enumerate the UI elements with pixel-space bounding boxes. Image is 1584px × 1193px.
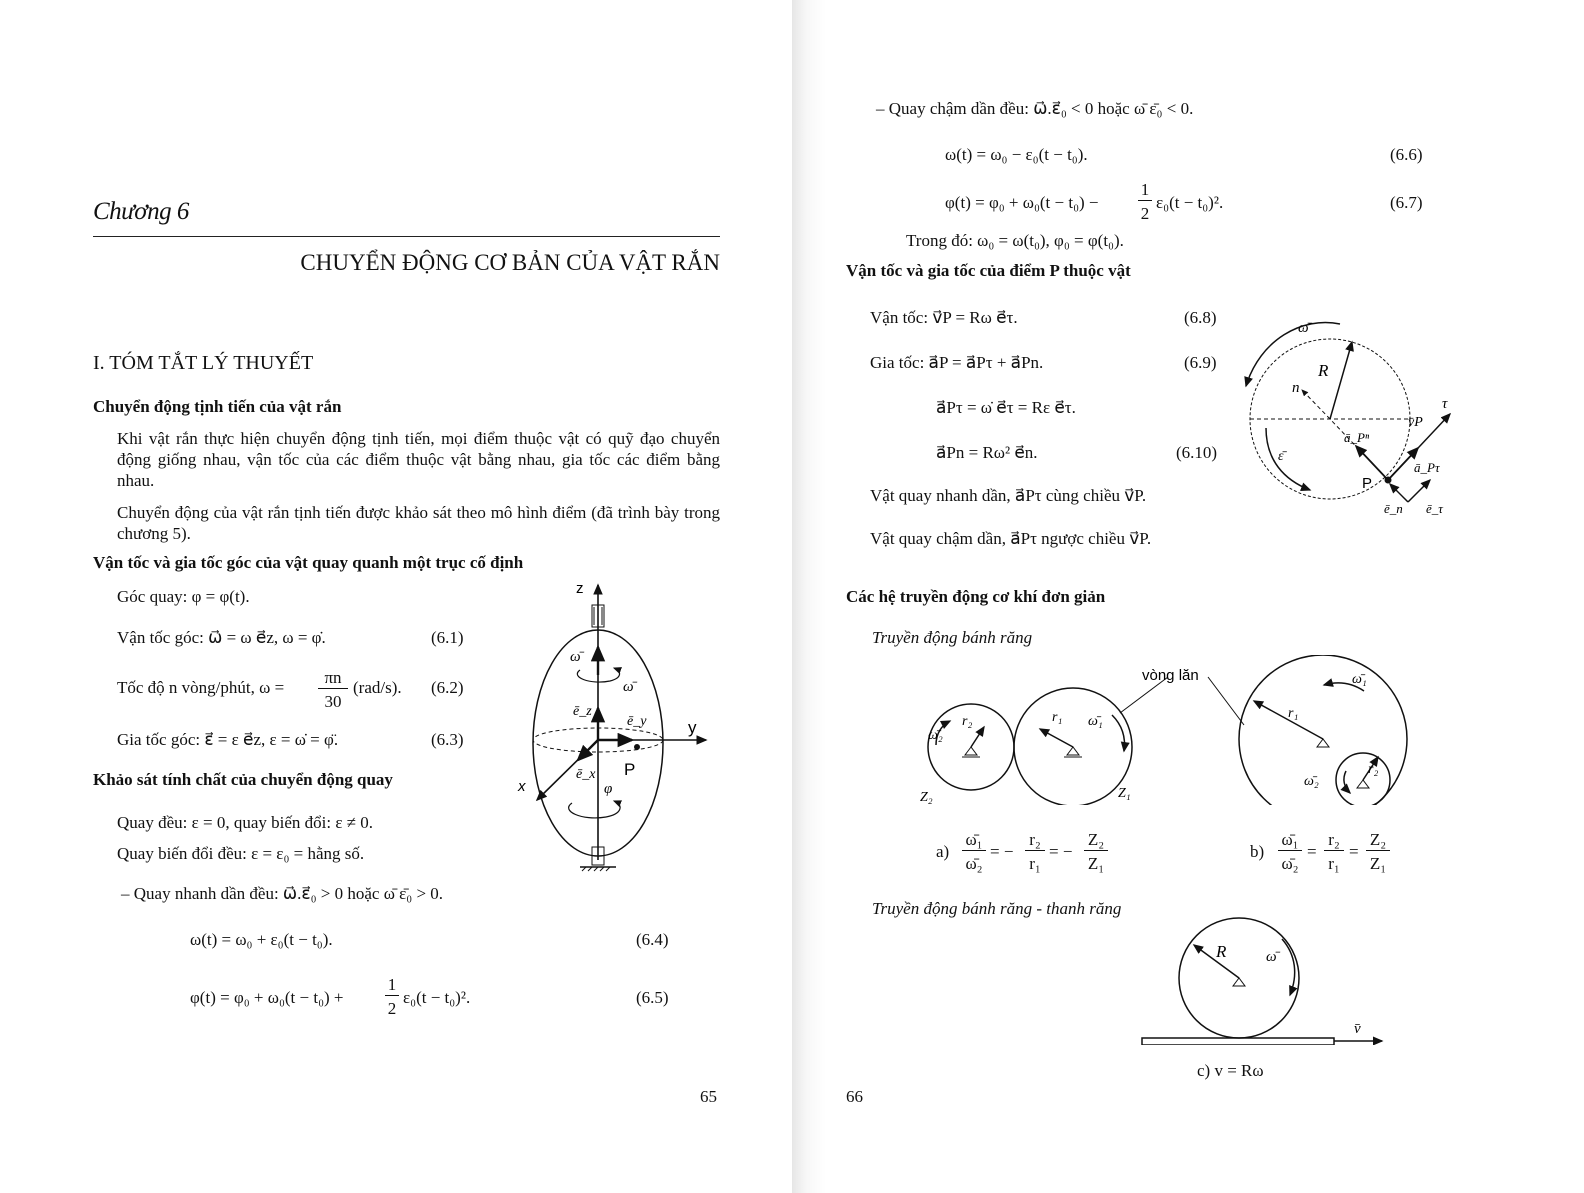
- gear-a-r1: r₁: [1052, 710, 1063, 725]
- anp-label: ā_Pⁿ: [1344, 430, 1370, 445]
- formula-6-4: ω(t) = ω₀ + ε₀(t − t₀).: [190, 930, 333, 949]
- gear-a-formula-label: a): [936, 842, 950, 861]
- eq-6-10: (6.10): [1176, 443, 1218, 462]
- gear-b-f3-num: Z₂: [1366, 830, 1390, 851]
- velocity-text: Vận tốc: v⃗P = Rω e⃗τ.: [870, 308, 1018, 327]
- mechanisms-heading: Các hệ truyền động cơ khí đơn giản: [846, 587, 1106, 606]
- accel-text: Gia tốc: a⃗P = a⃗Pτ + a⃗Pn.: [870, 353, 1044, 372]
- formula-6-7-a: φ(t) = φ₀ + ω₀(t − t₀) −: [945, 193, 1099, 212]
- p-label-fig: P: [1362, 475, 1373, 492]
- eq-6-6: (6.6): [1390, 145, 1423, 164]
- rack-formula: c) v = Rω: [1197, 1061, 1264, 1080]
- omega-label: ω̄: [570, 649, 581, 665]
- gear-b-f1-num: ω̄₁: [1278, 830, 1302, 851]
- rack-omega-label: ω̄: [1266, 949, 1277, 965]
- chapter-title: CHUYỂN ĐỘNG CƠ BẢN CỦA VẬT RẮN: [300, 250, 720, 275]
- section-title: I. TÓM TẮT LÝ THUYẾT: [93, 352, 314, 374]
- gear-a-z1: Z₁: [1118, 786, 1131, 801]
- rotation-heading: Vận tốc và gia tốc góc của vật quay quanh một trục cố định: [93, 553, 524, 572]
- translation-heading: Chuyển động tịnh tiến của vật rắn: [93, 397, 342, 416]
- p-label: P: [624, 760, 636, 779]
- uniform-var-text: Quay biến đổi đều: ε = ε₀ = hằng số.: [117, 844, 365, 863]
- formula-6-5-num: 1: [385, 975, 399, 996]
- page-number-left: 65: [700, 1087, 717, 1106]
- gear-b-r1: r₁: [1288, 706, 1299, 721]
- formula-6-5-den: 2: [387, 999, 397, 1018]
- gear-b-eq-2: =: [1349, 842, 1359, 861]
- gear-a-f1-den: ω̄₂: [965, 854, 983, 873]
- translation-para1: Khi vật rắn thực hiện chuyển động tịnh tiến, mọi điểm thuộc vật có quỹ đạo chuyển động giống nhau, vận tốc của các điểm thuộc vật bằng nhau, gia tốc các điểm bằng nhau.: [117, 429, 720, 490]
- gear-a-eq-2: = −: [1049, 842, 1073, 861]
- atp-label: ā_Pτ: [1414, 460, 1440, 475]
- angle-text: Góc quay: φ = φ(t).: [117, 587, 250, 606]
- uniform-text: Quay đều: ε = 0, quay biến đổi: ε ≠ 0.: [117, 813, 374, 832]
- right-page: [792, 0, 1584, 1193]
- formula-6-7-num: 1: [1138, 180, 1152, 201]
- ex-label: ē_x: [576, 767, 596, 782]
- page-number-right: 66: [846, 1087, 863, 1106]
- x-label: x: [518, 778, 526, 795]
- speed-unit: (rad/s).: [353, 678, 402, 697]
- angular-velocity-text: Vận tốc góc: ω⃗ = ω e⃗z, ω = φ̇.: [117, 628, 326, 647]
- gear-b-f2-num: r₂: [1324, 830, 1344, 851]
- phi-rotation-arrow: [569, 801, 620, 818]
- where-text: Trong đó: ω₀ = ω(t₀), φ₀ = φ(t₀).: [906, 231, 1124, 250]
- chapter-rule: [93, 236, 720, 237]
- formula-6-7-b: ε₀(t − t₀)².: [1156, 193, 1224, 212]
- eq-6-7: (6.7): [1390, 193, 1423, 212]
- speed-text: Tốc độ n vòng/phút, ω =: [117, 678, 285, 697]
- translation-para2: Chuyển động của vật rắn tịnh tiến được khảo sát theo mô hình điểm (đã trình bày trong chương 5).: [117, 503, 720, 543]
- point-p: [1385, 477, 1392, 484]
- gear-a-f3-num: Z₂: [1084, 830, 1108, 851]
- point-heading: Vận tốc và gia tốc của điểm P thuộc vật: [846, 261, 1131, 280]
- gear-b-f3-den: Z₁: [1369, 854, 1387, 873]
- gear-b-w1: ω̄₁: [1352, 672, 1367, 687]
- et-label: ē_τ: [1426, 501, 1443, 516]
- gear-figure: [912, 655, 1432, 805]
- eq-6-2: (6.2): [431, 678, 464, 697]
- gear-b-r2: r₂: [1368, 762, 1379, 777]
- ez-label: ē_z: [573, 704, 592, 719]
- z-label: z: [576, 580, 584, 597]
- r-label: R: [1318, 361, 1329, 380]
- speed-numerator: πn: [318, 668, 348, 689]
- n-label: n: [1292, 380, 1300, 396]
- gear-b-formula-label: b): [1250, 842, 1265, 861]
- formula-6-7-den: 2: [1140, 204, 1150, 223]
- normal-text: a⃗Pn = Rω² e⃗n.: [936, 443, 1038, 462]
- phi-label: φ: [604, 781, 613, 797]
- eq-6-9: (6.9): [1184, 353, 1217, 372]
- vp-label: v̄P: [1408, 415, 1423, 430]
- epsilon-arc-arrow: [1266, 428, 1310, 490]
- ey-label: ē_y: [627, 714, 647, 729]
- chapter-label: Chương 6: [93, 198, 189, 225]
- gear-a-f2-den: r₁: [1029, 854, 1041, 873]
- omega-label-2: ω̄: [623, 679, 634, 695]
- gear-b-f2-den: r₁: [1328, 854, 1340, 873]
- formula-6-6: ω(t) = ω₀ − ε₀(t − t₀).: [945, 145, 1088, 164]
- eq-6-3: (6.3): [431, 730, 464, 749]
- gear-a-w2: ω̄₂: [928, 728, 943, 743]
- speed-denominator: 30: [324, 692, 342, 711]
- formula-6-5-a: φ(t) = φ₀ + ω₀(t − t₀) +: [190, 988, 344, 1007]
- eps-label: ε̄: [1278, 449, 1284, 464]
- rolling-label: vòng lăn: [1142, 667, 1199, 684]
- rack-v-label: v̄: [1354, 1021, 1361, 1037]
- eq-6-4: (6.4): [636, 930, 669, 949]
- eq-6-5: (6.5): [636, 988, 669, 1007]
- radius-arrow: [1330, 342, 1352, 419]
- gear-a-w1: ω̄₁: [1088, 714, 1103, 729]
- rack-r-label: R: [1216, 942, 1227, 961]
- angular-accel-text: Gia tốc góc: ε⃗ = ε e⃗z, ε = ω̇ = φ̈.: [117, 730, 339, 749]
- rack-figure: [1132, 915, 1402, 1045]
- gear-b-f1-den: ω̄₂: [1281, 854, 1299, 873]
- gear-b-w2: ω̄₂: [1304, 774, 1319, 789]
- gear-heading: Truyền động bánh răng: [872, 628, 1033, 647]
- gear-b-large: [1239, 655, 1407, 805]
- y-label: y: [688, 718, 697, 737]
- gear-a-r2: r₂: [962, 714, 973, 729]
- gear-a-eq-1: = −: [990, 842, 1014, 861]
- faster-text: Vật quay nhanh dần, a⃗Pτ cùng chiều v⃗P.: [870, 486, 1147, 505]
- eq-6-1: (6.1): [431, 628, 464, 647]
- properties-heading: Khảo sát tính chất của chuyển động quay: [93, 770, 393, 789]
- tau-label: τ: [1442, 396, 1448, 412]
- rack-bar: [1142, 1038, 1334, 1045]
- point-p-figure: [1232, 310, 1472, 525]
- gear-a-f3-den: Z₁: [1087, 854, 1105, 873]
- gear-a-z2: Z₂: [920, 790, 933, 805]
- slower-text: Vật quay chậm dần, a⃗Pτ ngược chiều v⃗P.: [870, 529, 1152, 548]
- accel-case-text: – Quay nhanh dần đều: ω⃗.ε⃗₀ > 0 hoặc ω̄ ε̄₀ > 0.: [121, 884, 444, 903]
- gear-a-f2-num: r₂: [1025, 830, 1045, 851]
- en-label: ē_n: [1384, 501, 1403, 516]
- decel-case-text: – Quay chậm dần đều: ω⃗.ε⃗₀ < 0 hoặc ω̄ ε̄₀ < 0.: [876, 99, 1194, 118]
- tangential-text: a⃗Pτ = ω̇ e⃗τ = Rε e⃗τ.: [936, 398, 1076, 417]
- gear-a-f1-num: ω̄₁: [962, 830, 986, 851]
- rack-heading: Truyền động bánh răng - thanh răng: [872, 899, 1122, 918]
- omega-label-fig: ω̄: [1298, 320, 1309, 336]
- eq-6-8: (6.8): [1184, 308, 1217, 327]
- gear-b-eq-1: =: [1307, 842, 1317, 861]
- point-p-dot: [634, 744, 640, 750]
- rotating-body-figure: [510, 575, 725, 875]
- formula-6-5-b: ε₀(t − t₀)².: [403, 988, 471, 1007]
